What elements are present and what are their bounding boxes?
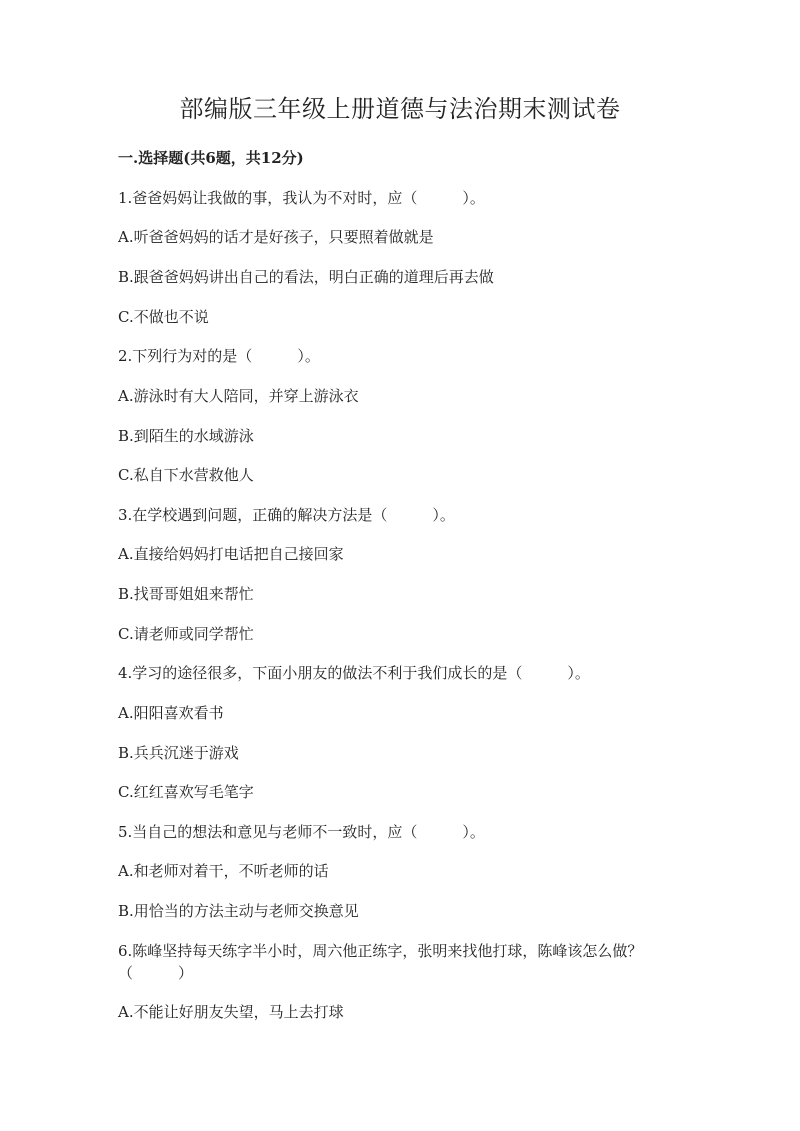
question-4-option-c: C.红红喜欢写毛笔字 <box>118 783 254 801</box>
question-1-option-b: B.跟爸爸妈妈讲出自己的看法，明白正确的道理后再去做 <box>118 268 494 286</box>
question-1-option-a: A.听爸爸妈妈的话才是好孩子，只要照着做就是 <box>118 228 434 246</box>
question-1-stem: 1.爸爸妈妈让我做的事，我认为不对时，应（ ）。 <box>118 189 485 207</box>
question-5-option-b: B.用恰当的方法主动与老师交换意见 <box>118 902 359 920</box>
question-5-option-a: A.和老师对着干，不听老师的话 <box>118 862 329 880</box>
section-heading: 一.选择题(共6题，共12分) <box>118 149 304 167</box>
question-3-option-b: B.找哥哥姐姐来帮忙 <box>118 585 254 603</box>
question-6-stem: 6.陈峰坚持每天练字半小时，周六他正练字，张明来找他打球，陈峰该怎么做？（ ） <box>118 942 643 982</box>
question-4-stem: 4.学习的途径很多，下面小朋友的做法不利于我们成长的是（ ）。 <box>118 664 590 682</box>
question-2-stem: 2.下列行为对的是（ ）。 <box>118 347 320 365</box>
question-1-option-c: C.不做也不说 <box>118 308 209 326</box>
question-4-option-b: B.兵兵沉迷于游戏 <box>118 744 239 762</box>
page-title: 部编版三年级上册道德与法治期末测试卷 <box>179 95 621 123</box>
question-2-option-a: A.游泳时有大人陪同，并穿上游泳衣 <box>118 387 359 405</box>
question-6-option-a: A.不能让好朋友失望，马上去打球 <box>118 1003 344 1021</box>
question-5-stem: 5.当自己的想法和意见与老师不一致时，应（ ）。 <box>118 823 485 841</box>
question-2-option-b: B.到陌生的水域游泳 <box>118 427 254 445</box>
question-3-stem: 3.在学校遇到问题，正确的解决方法是（ ）。 <box>118 506 455 524</box>
question-3-option-c: C.请老师或同学帮忙 <box>118 625 254 643</box>
question-4-option-a: A.阳阳喜欢看书 <box>118 704 224 722</box>
question-3-option-a: A.直接给妈妈打电话把自己接回家 <box>118 545 344 563</box>
question-2-option-c: C.私自下水营救他人 <box>118 466 254 484</box>
